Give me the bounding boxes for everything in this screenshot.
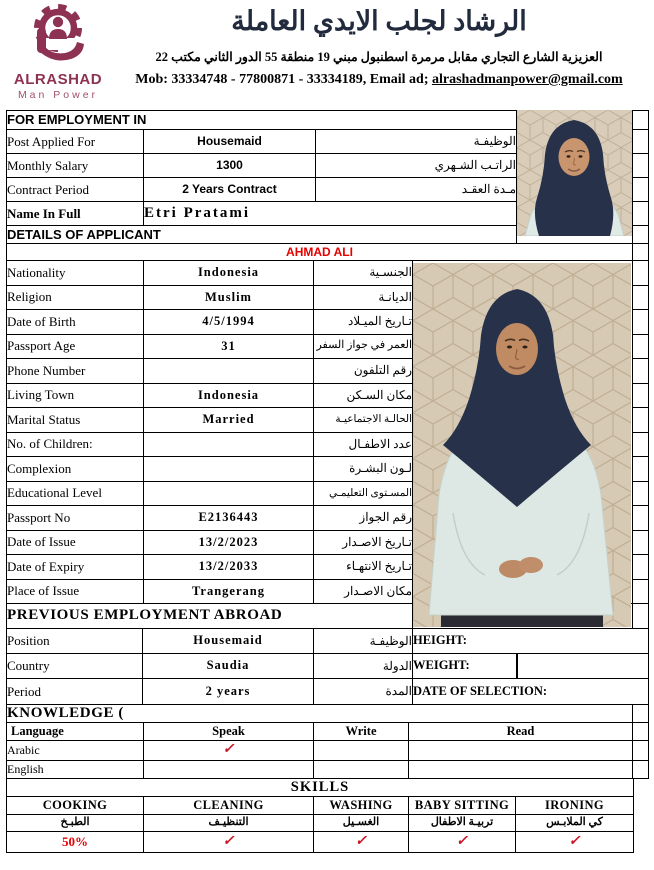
field-label: Religion <box>7 285 144 310</box>
gutter-cell <box>633 432 649 457</box>
language-table <box>6 722 649 779</box>
field-value: E2136443 <box>144 506 314 531</box>
section-title-skills: SKILLS <box>7 779 634 797</box>
field-label: Position <box>7 629 143 654</box>
field-value: Indonesia <box>144 383 314 408</box>
field-value: Housemaid <box>144 130 316 154</box>
manpower-gear-hand-icon <box>10 2 106 68</box>
gutter-cell <box>633 310 649 335</box>
agent-name: AHMAD ALI <box>7 244 633 261</box>
column-header-read: Read <box>409 723 633 741</box>
field-value: 4/5/1994 <box>144 310 314 335</box>
section-title-employment: FOR EMPLOYMENT IN <box>7 111 517 130</box>
gutter-cell <box>633 359 649 384</box>
gutter-cell <box>633 761 649 779</box>
field-label-arabic: المدة <box>314 679 413 705</box>
field-label-arabic: عدد الاطفـال <box>314 432 413 457</box>
field-value: 2 years <box>143 679 314 705</box>
gutter-cell <box>633 741 649 761</box>
field-value: 31 <box>144 334 314 359</box>
speak-checkmark <box>144 761 314 779</box>
field-label: Monthly Salary <box>7 154 144 178</box>
skill-name-arabic: كي الملابـس <box>516 815 634 832</box>
gutter-cell <box>633 285 649 310</box>
gutter-cell <box>633 506 649 531</box>
skill-checkmark: ✓ <box>314 832 409 853</box>
gutter-cell <box>633 457 649 482</box>
skill-checkmark: ✓ <box>516 832 634 853</box>
field-label-arabic: الدولة <box>314 654 413 679</box>
field-value: Indonesia <box>144 261 314 286</box>
gutter-cell <box>633 130 649 154</box>
field-label: Contract Period <box>7 178 144 202</box>
field-value <box>144 359 314 384</box>
skills-table <box>6 796 634 853</box>
field-value <box>144 432 314 457</box>
field-label: Nationality <box>7 261 144 286</box>
gutter-cell <box>633 555 649 580</box>
gutter-cell <box>633 226 649 244</box>
field-label-arabic: رقم الجواز <box>314 506 413 531</box>
field-label-arabic: مكان السـكن <box>314 383 413 408</box>
field-label-arabic: الراتـب الشـهري <box>316 154 517 178</box>
skill-name-arabic: التنظيـف <box>144 815 314 832</box>
logo-title: ALRASHAD <box>13 71 103 88</box>
field-value: Married <box>144 408 314 433</box>
speak-checkmark: ✓ <box>144 741 314 761</box>
read-checkmark <box>409 761 633 779</box>
gutter-cell <box>633 202 649 226</box>
agent-row <box>6 243 649 261</box>
applicant-name: Etri Pratami <box>144 202 517 226</box>
gutter-cell <box>633 383 649 408</box>
company-title-arabic: الرشاد لجلب الايدي العاملة <box>231 6 527 36</box>
gutter-cell <box>633 604 649 629</box>
skill-name-arabic: الغسـيل <box>314 815 409 832</box>
language-name: English <box>7 761 144 779</box>
section-title-knowledge: KNOWLEDGE ( <box>7 705 633 723</box>
field-label: Date of Issue <box>7 530 144 555</box>
field-label-arabic: تـاريخ الاصـدار <box>314 530 413 555</box>
field-label-arabic: تـاريخ الميـلاد <box>314 310 413 335</box>
field-value: Trangerang <box>144 579 314 604</box>
column-header-speak: Speak <box>144 723 314 741</box>
field-label-arabic: مكان الاصـدار <box>314 579 413 604</box>
knowledge-header <box>6 704 649 723</box>
field-label: Phone Number <box>7 359 144 384</box>
letterhead <box>0 0 654 108</box>
column-header-language: Language <box>7 723 144 741</box>
field-label: Educational Level <box>7 481 144 506</box>
write-checkmark <box>314 761 409 779</box>
logo-subtitle: Man Power <box>17 89 99 101</box>
gutter-cell <box>633 530 649 555</box>
skill-level-percent: 50% <box>7 832 144 853</box>
gutter-cell <box>633 723 649 741</box>
field-value: Muslim <box>144 285 314 310</box>
field-label-arabic: الوظيفـة <box>316 130 517 154</box>
field-label: Date of Expiry <box>7 555 144 580</box>
field-label: Passport No <box>7 506 144 531</box>
field-label-arabic: رقم التلفون <box>314 359 413 384</box>
field-label-arabic: العمر في جواز السفر <box>314 334 413 359</box>
field-value: 2 Years Contract <box>144 178 316 202</box>
field-label-arabic: الديانـة <box>314 285 413 310</box>
skill-checkmark: ✓ <box>144 832 314 853</box>
field-label: Date of Birth <box>7 310 144 335</box>
field-label: Passport Age <box>7 334 144 359</box>
phone-numbers: Mob: 33334748 - 77800871 - 33334189, Email ad; <box>135 72 432 87</box>
field-value: Saudia <box>143 654 314 679</box>
field-label-arabic: تـاريخ الانتهـاء <box>314 555 413 580</box>
column-header-write: Write <box>314 723 409 741</box>
applicant-photo-small <box>517 110 632 236</box>
field-label: Place of Issue <box>7 579 144 604</box>
cell-divider <box>516 654 518 678</box>
height-field: HEIGHT: <box>413 629 649 654</box>
section-title-previous-employment: PREVIOUS EMPLOYMENT ABROAD <box>7 604 413 629</box>
read-checkmark <box>409 741 633 761</box>
field-label-arabic: لـون البشـرة <box>314 457 413 482</box>
skill-name: CLEANING <box>144 797 314 815</box>
company-logo <box>8 2 108 101</box>
name-label: Name In Full <box>7 202 144 226</box>
field-label-arabic: الوظيفـة <box>314 629 413 654</box>
letterhead-text <box>106 0 652 88</box>
gutter-cell <box>633 334 649 359</box>
gutter-cell <box>633 154 649 178</box>
gutter-cell <box>633 244 649 261</box>
gutter-cell <box>633 408 649 433</box>
skill-name: COOKING <box>7 797 144 815</box>
write-checkmark <box>314 741 409 761</box>
field-label: Marital Status <box>7 408 144 433</box>
gutter-cell <box>633 111 649 130</box>
email-link[interactable]: alrashadmanpower@gmail.com <box>431 72 623 87</box>
skill-name: BABY SITTING <box>409 797 516 815</box>
field-label-arabic: مـدة العقـد <box>316 178 517 202</box>
field-label-arabic: المسـتوى التعليمـي <box>314 481 413 506</box>
field-value: 13/2/2023 <box>144 530 314 555</box>
section-title-details: DETAILS OF APPLICANT <box>7 226 517 244</box>
contact-line <box>106 72 652 88</box>
field-value: Housemaid <box>143 629 314 654</box>
field-label: Complexion <box>7 457 144 482</box>
previous-employment-table <box>6 628 649 705</box>
weight-field <box>413 654 649 679</box>
applicant-photo-large <box>413 263 631 627</box>
field-value <box>144 457 314 482</box>
field-value <box>144 481 314 506</box>
field-label: Country <box>7 654 143 679</box>
skills-header <box>6 778 634 797</box>
gutter-cell <box>633 178 649 202</box>
company-address-arabic: العزيزية الشارع التجاري مقابل مرمرة اسطنبول مبني 19 منطقة 55 الدور الثاني مكتب 22 <box>155 50 603 64</box>
skill-name-arabic: الطبـخ <box>7 815 144 832</box>
field-label: No. of Children: <box>7 432 144 457</box>
field-label-arabic: الحالـة الاجتماعيـة <box>314 408 413 433</box>
skill-checkmark: ✓ <box>409 832 516 853</box>
field-value: 1300 <box>144 154 316 178</box>
weight-label: WEIGHT: <box>413 658 470 673</box>
gutter-cell <box>633 261 649 286</box>
field-label-arabic: الجنسـية <box>314 261 413 286</box>
field-label: Living Town <box>7 383 144 408</box>
skill-name: IRONING <box>516 797 634 815</box>
gutter-cell <box>633 481 649 506</box>
skill-name: WASHING <box>314 797 409 815</box>
field-label: Period <box>7 679 143 705</box>
gutter-cell <box>633 579 649 604</box>
date-of-selection-field: DATE OF SELECTION: <box>413 679 649 705</box>
field-label: Post Applied For <box>7 130 144 154</box>
skill-name-arabic: تربيـة الاطفال <box>409 815 516 832</box>
field-value: 13/2/2033 <box>144 555 314 580</box>
gutter-cell <box>633 705 649 723</box>
language-name: Arabic <box>7 741 144 761</box>
